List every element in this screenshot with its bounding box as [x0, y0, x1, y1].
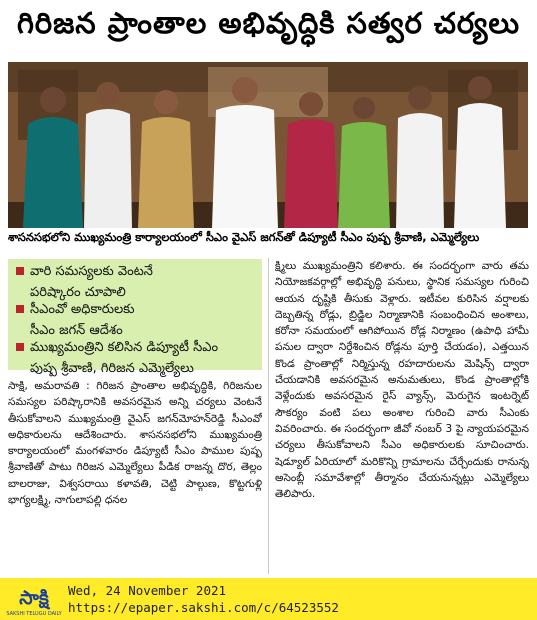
logo-subtext: SAKSHI TELUGU DAILY: [6, 611, 62, 617]
sakshi-logo: [6, 580, 62, 618]
headline: గిరిజన ప్రాంతాల అభివృద్ధికి సత్వర చర్యలు: [16, 6, 521, 40]
highlight-text: ముఖ్యమంత్రిని కలిసిన డిప్యూటీ సీఎం పుష్ప శ్రీవాణి, గిరిజన ఎమ్మెల్యేలు: [30, 340, 219, 376]
bullet-icon: [16, 267, 24, 275]
article-column-right: క్ష్మిలు ముఖ్యమంత్రిని కలిశారు. ఈ సందర్భంగా వారు తమ నియోజకవర్గాల్లో అభివృద్ధి పనులు, స్థానిక సమస్యల గురించి ఆయన దృష్టికి తీసుకు వెళ్లారు. ఇటీవల కురిసిన వర్షాలకు దెబ్బతిన్న రోడ్లు, బ్రిడ్జిల నిర్మాణానికి సంబంధించిన అంశాలు, కరోనా సమయంలో ఆగిపోయిన రోడ్ల నిర్మాణం (ఉపాధి హామీ పనుల ద్వారా నిర్దేశించిన రోడ్లను పూర్తి చేయడం), ఎత్తయిన కొండ ప్రాంతాల్లో నిర్మిస్తున్న రహదారులను మెషిన్స్ ద్వారా చేయడానికి అవసరమైన అనుమతులు, కొండ ప్రాంతాల్లోకి వెళ్లేందుకు అవసరమైన రైస్ వ్యాన్స్, మెరుగైన ఇంటర్నెట్ సౌకర్యం వంటి పలు అంశాల గురించి వారు సీఎంకు వివరించారు. ఈ సందర్భంగా జీవో నంబర్ 3 పై న్యాయపరమైన చర్యలు తీసుకోవాలని సీఎం అధికారులకు సూచించారు. షెడ్యూల్ ఏరియాలో మరికొన్ని గ్రామాలను చేర్చేందుకు రానున్న అసెంబ్లీ సమావేశాల్లో తీర్మానం చేయనున్నట్లు ఎమ్మెల్యేలు తెలిపారు.: [275, 260, 529, 501]
bullet-icon: [16, 305, 24, 313]
bullet-icon: [16, 343, 24, 351]
group-photo-illustration: [8, 62, 528, 228]
photo-caption: శాసనసభలోని ముఖ్యమంత్రి కార్యాలయంలో సీఎం వైఎస్ జగన్‌తో డిప్యూటీ సీఎం పుష్ప శ్రీవాణి, ఎమ్మెల్యేలు: [8, 230, 480, 244]
highlights-box: [8, 259, 262, 376]
publication-date: Wed, 24 November 2021: [68, 583, 227, 598]
column-divider: [268, 258, 269, 574]
article-column-left: సాక్షి, అమరావతి : గిరిజన ప్రాంతాల అభివృద్ధికి, గిరిజనుల సమస్యల పరిష్కారానికి అవసరమైన అన్ని చర్యలు వెంటనే తీసుకోవాలని ముఖ్యమంత్రి వైఎస్ జగన్‌మోహన్‌రెడ్డి సీఎంవో అధికారులను ఆదేశించారు. శాసనసభలోని ముఖ్యమంత్రి కార్యాలయంలో మంగళవారం డిప్యూటీ సీఎం పాముల పుష్ప శ్రీవాణితో పాటు గిరిజన ఎమ్మెల్యేలు పీడిక రాజన్న దొర, తెల్లం బాలరాజు, విశ్వసరాయి కళావతి, చెట్టి పాల్గుణ, కొట్టగుళ్లి భాగ్యలక్ష్మి, నాగులాపల్లి ధనల: [8, 380, 262, 507]
highlight-text: సీఎంవో అధికారులకు సీఎం జగన్ ఆదేశం: [30, 302, 135, 338]
highlight-item: [16, 299, 134, 341]
highlight-item: [16, 261, 153, 303]
epaper-link[interactable]: https://epaper.sakshi.com/c/64523552: [68, 600, 339, 615]
logo-text: సాక్షి: [19, 587, 49, 609]
highlight-item: [16, 337, 218, 379]
news-photo: [8, 62, 528, 228]
highlight-text: వారి సమస్యలకు వెంటనే పరిష్కారం చూపాలి: [30, 264, 153, 300]
